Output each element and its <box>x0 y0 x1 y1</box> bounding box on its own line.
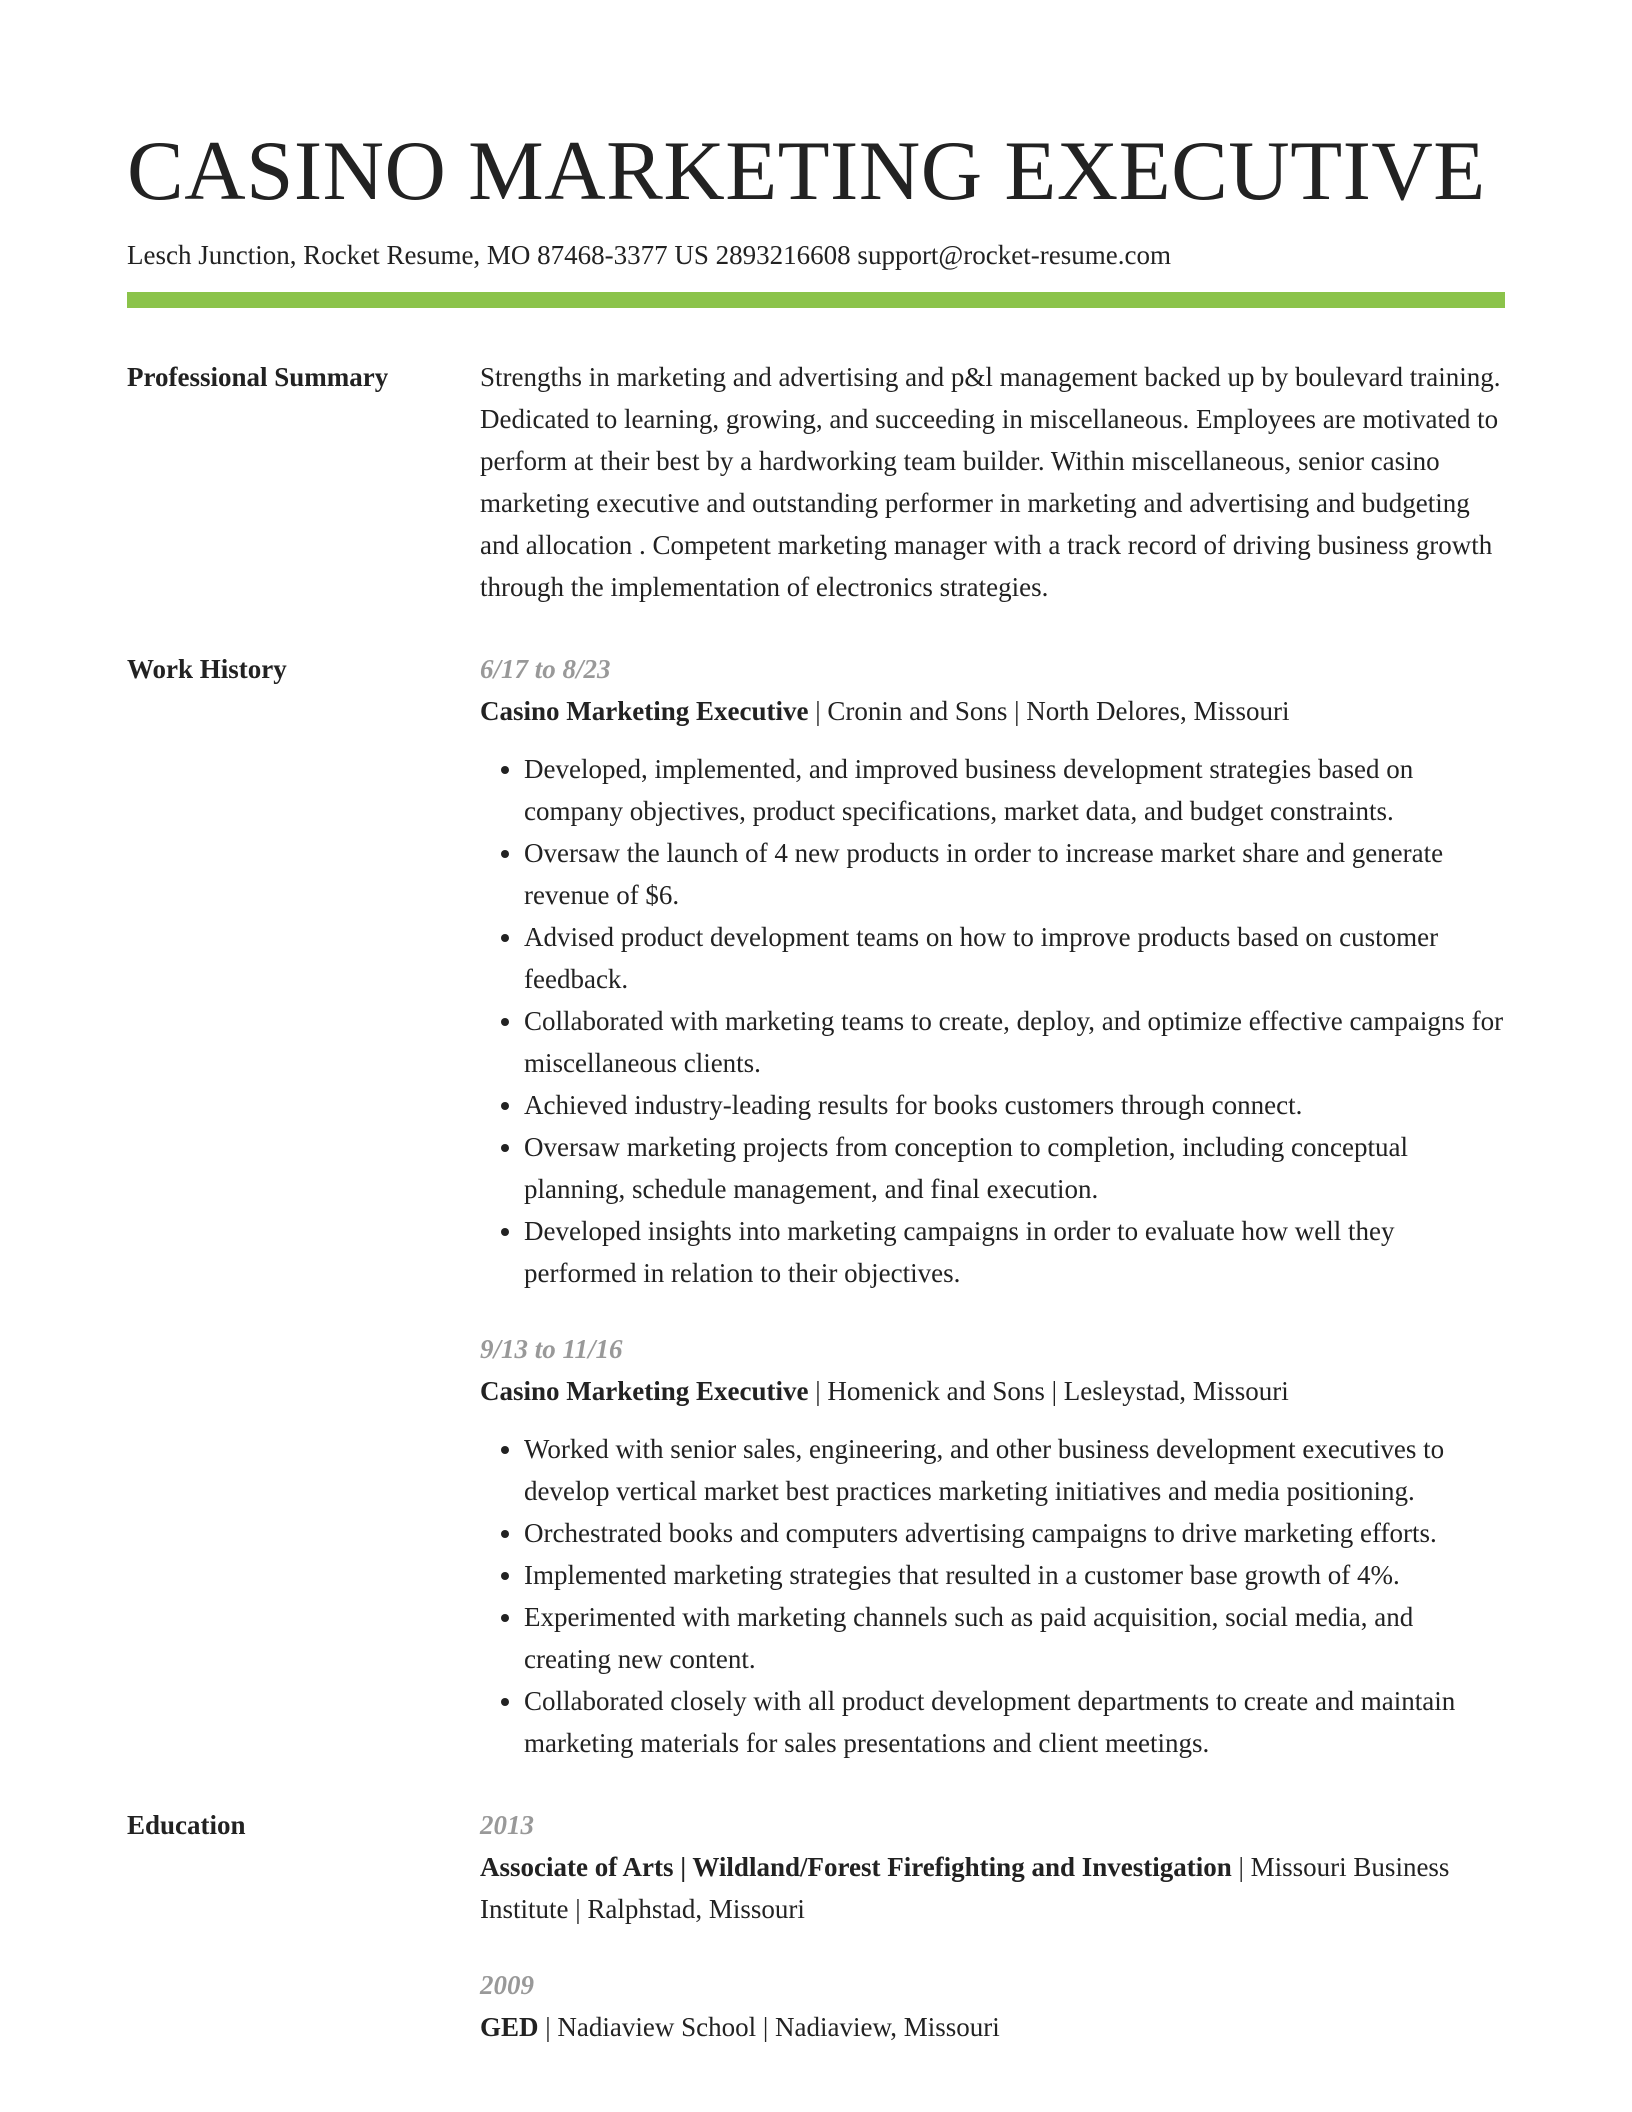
education-year: 2013 <box>480 1810 534 1840</box>
section-work-history <box>127 648 1505 1764</box>
job-bullet: • Advised product development teams on how to improve products based on customer feedback. <box>524 916 1505 1000</box>
job-bullet: • Experimented with marketing channels such as paid acquisition, social media, and creating new content. <box>524 1596 1505 1680</box>
section-label-summary: Professional Summary <box>127 362 389 392</box>
job-bullet: • Collaborated closely with all product development departments to create and maintain marketing materials for sales presentations and client meetings. <box>524 1680 1505 1764</box>
job-heading <box>480 1370 1505 1412</box>
education-details: | Nadiaview School | Nadiaview, Missouri <box>538 2012 1000 2042</box>
education-degree: GED <box>480 2012 539 2042</box>
education-degree: Associate of Arts | Wildland/Forest Firefighting and Investigation <box>480 1852 1232 1882</box>
job-bullet: • Oversaw the launch of 4 new products in order to increase market share and generate revenue of $6. <box>524 832 1505 916</box>
education-heading <box>480 2006 1505 2048</box>
education-body <box>480 1804 1505 2048</box>
job-bullet: • Oversaw marketing projects from conception to completion, including conceptual planning, schedule management, and final execution. <box>524 1126 1505 1210</box>
job-dates: 9/13 to 11/16 <box>480 1334 623 1364</box>
job-bullets <box>480 1428 1505 1764</box>
section-summary <box>127 356 1505 608</box>
resume-page <box>127 118 1505 2048</box>
job-bullet: • Developed, implemented, and improved business development strategies based on company objectives, product specifications, market data, and budget constraints. <box>524 748 1505 832</box>
job-title: Casino Marketing Executive <box>480 696 809 726</box>
contact-line: Lesch Junction, Rocket Resume, MO 87468-3377 US 2893216608 support@rocket-resume.com <box>127 240 1171 270</box>
job-bullet: • Developed insights into marketing campaigns in order to evaluate how well they performed in relation to their objectives. <box>524 1210 1505 1294</box>
education-year: 2009 <box>480 1970 534 2000</box>
job-details: | Cronin and Sons | North Delores, Missouri <box>808 696 1290 726</box>
summary-text: Strengths in marketing and advertising and p&l management backed up by boulevard training. Dedicated to learning, growing, and succeeding in miscellaneous. Employees are motivated to perform at their best by a hardworking team builder. Within miscellaneous, senior casino marketing executive and outstanding performer in marketing and advertising and budgeting and allocation . Competent marketing manager with a track record of driving business growth through the implementation of electronics strategies. <box>480 362 1501 602</box>
job-entry <box>480 648 1505 1294</box>
job-entry <box>480 1328 1505 1764</box>
section-label-education: Education <box>127 1810 246 1840</box>
education-details: | Missouri Business Institute | Ralphstad, Missouri <box>480 1852 1450 1924</box>
section-education <box>127 1804 1505 2048</box>
job-bullet: • Achieved industry-leading results for books customers through connect. <box>524 1084 1505 1126</box>
job-bullet: • Orchestrated books and computers advertising campaigns to drive marketing efforts. <box>524 1512 1505 1554</box>
summary-body <box>480 356 1505 608</box>
resume-title: CASINO MARKETING EXECUTIVE <box>127 124 1486 218</box>
job-bullet: • Collaborated with marketing teams to create, deploy, and optimize effective campaigns for miscellaneous clients. <box>524 1000 1505 1084</box>
job-bullet: • Worked with senior sales, engineering, and other business development executives to develop vertical market best practices marketing initiatives and media positioning. <box>524 1428 1505 1512</box>
job-title: Casino Marketing Executive <box>480 1376 809 1406</box>
job-heading <box>480 690 1505 732</box>
job-bullets <box>480 748 1505 1294</box>
work-history-body <box>480 648 1505 1764</box>
job-details: | Homenick and Sons | Lesleystad, Missouri <box>808 1376 1289 1406</box>
education-entry <box>480 1964 1505 2048</box>
education-heading <box>480 1846 1505 1930</box>
education-entry <box>480 1804 1505 1930</box>
job-bullet: • Implemented marketing strategies that resulted in a customer base growth of 4%. <box>524 1554 1505 1596</box>
section-label-work-history: Work History <box>127 654 287 684</box>
job-dates: 6/17 to 8/23 <box>480 654 611 684</box>
accent-divider <box>127 292 1505 308</box>
